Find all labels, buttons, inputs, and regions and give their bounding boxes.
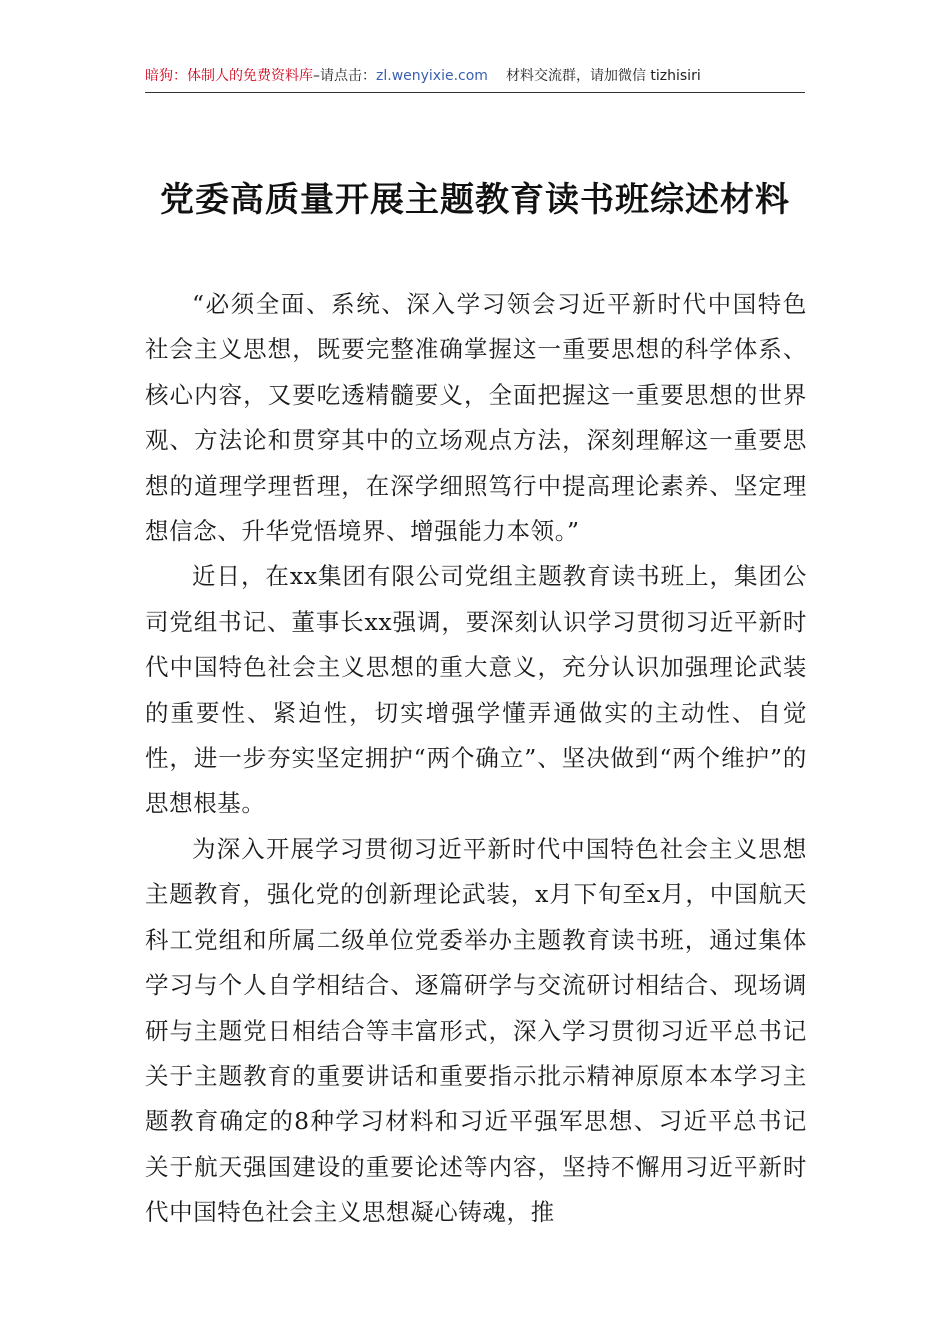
document-body (145, 282, 807, 1236)
body-paragraph-2: 近日，在xx集团有限公司党组主题教育读书班上，集团公司党组书记、董事长xx强调，要深刻认识学习贯彻习近平新时代中国特色社会主义思想的重大意义，充分认识加强理论武装的重要性、紧迫性，切实增强学懂弄通做实的主动性、自觉性，进一步夯实坚定拥护“两个确立”、坚决做到“两个维护”的思想根基。 (145, 562, 807, 818)
header-contact: 材料交流群，请加微信 tizhisiri (505, 68, 701, 84)
header-link[interactable]: zl.wenyixie.com (376, 68, 488, 84)
body-paragraph-3: 为深入开展学习贯彻习近平新时代中国特色社会主义思想主题教育，强化党的创新理论武装，x月下旬至x月，中国航天科工党组和所属二级单位党委举办主题教育读书班，通过集体学习与个人自学相结合、逐篇研学与交流研讨相结合、现场调研与主题党日相结合等丰富形式，深入学习贯彻习近平总书记关于主题教育的重要讲话和重要指示批示精神原原本本学习主题教育确定的8种学习材料和习近平强军思想、习近平总书记关于航天强国建设的重要论述等内容，坚持不懈用习近平新时代中国特色社会主义思想凝心铸魂，推 (145, 834, 807, 1227)
document-title: 党委高质量开展主题教育读书班综述材料 (160, 180, 790, 220)
header-site-name: 暗狗：体制人的免费资料库 (145, 68, 313, 84)
header-link-prefix: –请点击： (313, 68, 376, 84)
body-paragraph-1: “必须全面、系统、深入学习领会习近平新时代中国特色社会主义思想，既要完整准确掌握这一重要思想的科学体系、核心内容，又要吃透精髓要义，全面把握这一重要思想的世界观、方法论和贯穿其中的立场观点方法，深刻理解这一重要思想的道理学理哲理，在深学细照笃行中提高理论素养、坚定理想信念、升华党悟境界、增强能力本领。” (145, 290, 807, 546)
page-header (145, 60, 805, 93)
